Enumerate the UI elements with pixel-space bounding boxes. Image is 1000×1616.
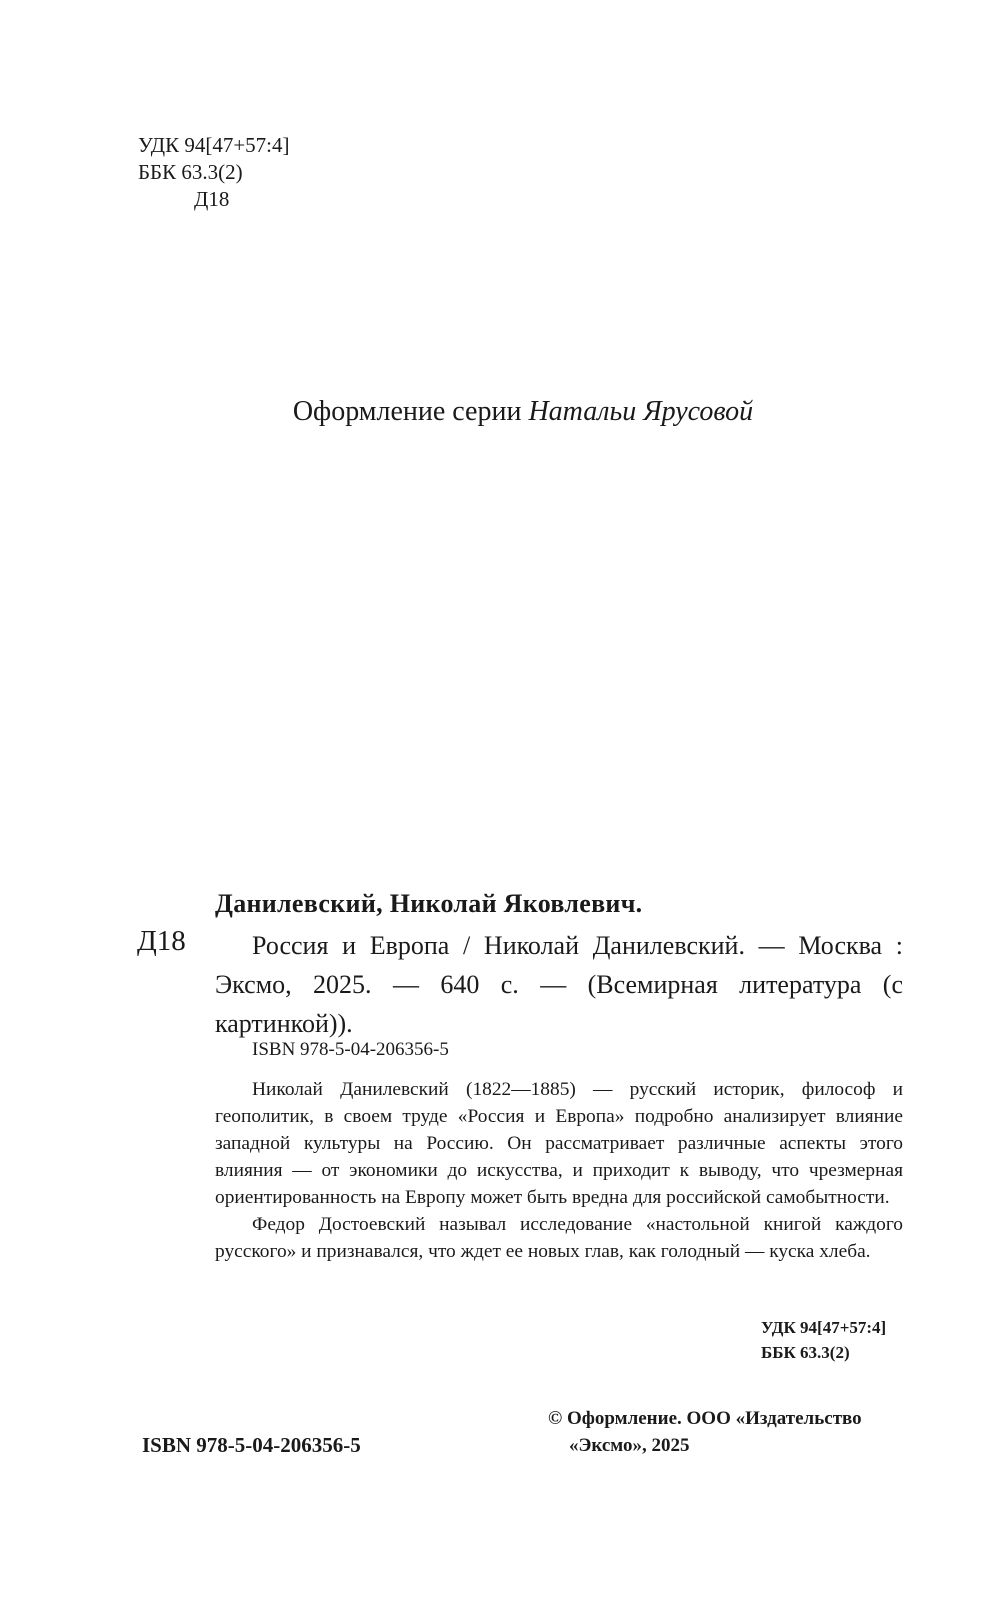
copyright-notice bbox=[548, 1405, 908, 1459]
abstract-paragraph: Николай Данилевский (1822—1885) — русский историк, философ и геополитик, в своем труде «Россия и Европа» подробно анализирует влияние западной культуры на Россию. Он рассматривает различные аспекты этого влияния — от экономики до искусства, и приходит к выводу, что чрезмерная ориентированность на Европу может быть вредна для российской самобытности. bbox=[215, 1079, 903, 1208]
catalog-isbn: ISBN 978-5-04-206356-5 bbox=[252, 1039, 449, 1060]
series-design-label: Оформление серии bbox=[292, 396, 522, 427]
bibliographic-entry: Россия и Европа / Николай Данилевский. — Москва : Эксмо, 2025. — 640 с. — (Всемирная литература (с картинкой)). bbox=[215, 931, 903, 1038]
author-mark: Д18 bbox=[194, 187, 230, 211]
catalog-bbk: ББК 63.3(2) bbox=[761, 1343, 850, 1362]
abstract-paragraph: Федор Достоевский называл исследование «настольной книгой каждого русского» и признавался, что ждет ее новых глав, как голодный — куска хлеба. bbox=[215, 1214, 903, 1262]
top-classification bbox=[138, 132, 290, 213]
bbk-code: ББК 63.3(2) bbox=[138, 160, 243, 184]
series-designer-name: Натальи Ярусовой bbox=[528, 396, 754, 427]
series-design-credit bbox=[0, 396, 1000, 428]
copyright-line-1: © Оформление. ООО «Издательство bbox=[548, 1408, 862, 1429]
catalog-author-mark: Д18 bbox=[137, 925, 186, 957]
footer-isbn: ISBN 978-5-04-206356-5 bbox=[142, 1433, 361, 1457]
catalog-udk: УДК 94[47+57:4] bbox=[761, 1318, 887, 1337]
author-heading: Данилевский, Николай Яковлевич. bbox=[215, 889, 643, 918]
catalog-classification bbox=[715, 1315, 903, 1365]
copyright-line-2: «Эксмо», 2025 bbox=[569, 1435, 690, 1456]
abstract bbox=[215, 1076, 903, 1265]
udk-code: УДК 94[47+57:4] bbox=[138, 133, 290, 157]
